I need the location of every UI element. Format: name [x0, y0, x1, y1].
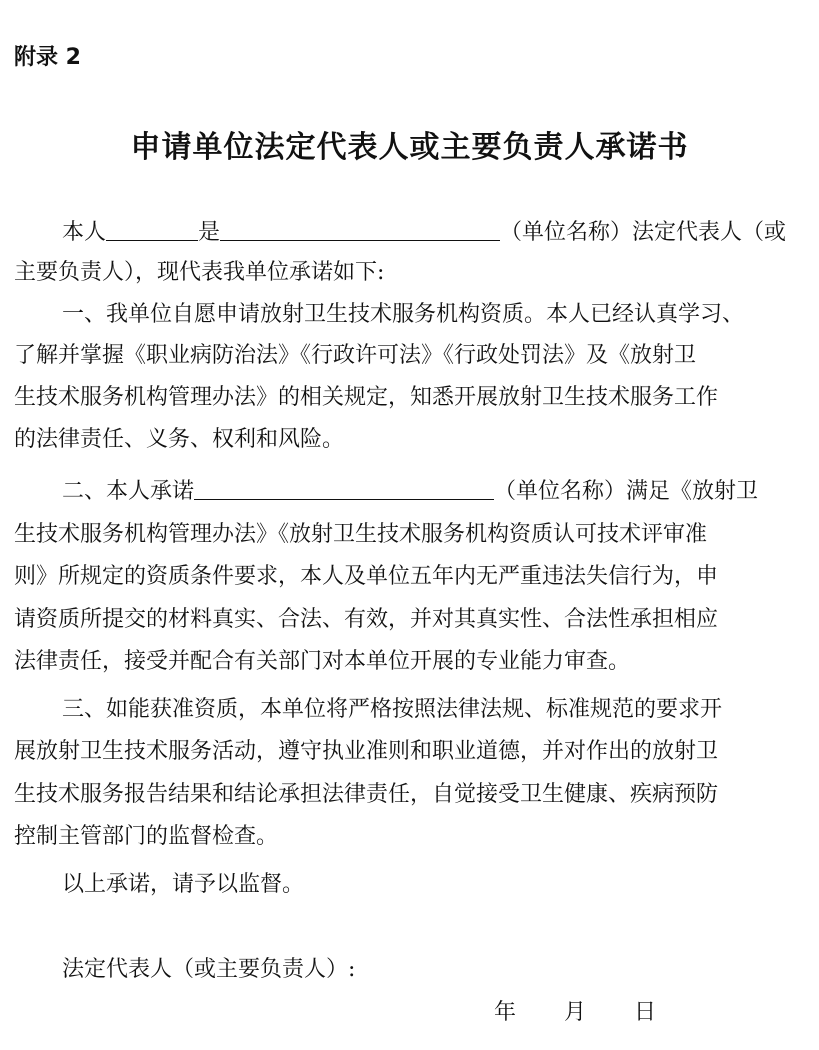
intro-text-a: 本人	[62, 220, 107, 245]
clause2-line-3: 则》所规定的资质条件要求，本人及单位五年内无严重违法失信行为，申	[14, 564, 719, 589]
clause3-line-1: 三、如能获准资质，本单位将严格按照法律法规、标准规范的要求开	[62, 697, 723, 722]
unit-name-blank-2[interactable]	[194, 477, 494, 500]
closing-statement: 以上承诺，请予以监督。	[62, 872, 305, 897]
clause2-line-2: 生技术服务机构管理办法》《放射卫生技术服务机构资质认可技术评审准	[14, 522, 708, 547]
clause2-text-b: （单位名称）满足《放射卫	[494, 479, 759, 504]
clause2-line-5: 法律责任，接受并配合有关部门对本单位开展的专业能力审查。	[14, 649, 631, 674]
date-day: 日	[634, 1000, 657, 1025]
date-year: 年	[494, 1000, 517, 1025]
clause3-line-3: 生技术服务报告结果和结论承担法律责任，自觉接受卫生健康、疾病预防	[14, 782, 719, 807]
clause1-line-2: 了解并掌握《职业病防治法》《行政许可法》《行政处罚法》及《放射卫	[14, 343, 697, 368]
date-line	[494, 998, 656, 1028]
intro-text-b: 是	[198, 220, 221, 245]
intro-line-2: 主要负责人），现代表我单位承诺如下:	[14, 260, 385, 285]
clause2-line-1	[62, 477, 758, 507]
clause2-text-a: 二、本人承诺	[62, 479, 195, 504]
intro-text-c: （单位名称）法定代表人（或	[500, 220, 787, 245]
signature-label: 法定代表人（或主要负责人）:	[62, 957, 356, 982]
clause1-line-4: 的法律责任、义务、权利和风险。	[14, 427, 345, 452]
clause3-line-2: 展放射卫生技术服务活动，遵守执业准则和职业道德，并对作出的放射卫	[14, 739, 719, 764]
clause3-line-4: 控制主管部门的监督检查。	[14, 824, 279, 849]
unit-name-blank[interactable]	[220, 218, 500, 241]
date-month: 月	[564, 1000, 587, 1025]
clause2-line-4: 请资质所提交的材料真实、合法、有效，并对其真实性、合法性承担相应	[14, 607, 719, 632]
clause1-line-3: 生技术服务机构管理办法》的相关规定，知悉开展放射卫生技术服务工作	[14, 385, 719, 410]
appendix-label: 附录 2	[14, 45, 81, 70]
name-blank[interactable]	[106, 218, 198, 241]
clause1-line-1: 一、我单位自愿申请放射卫生技术服务机构资质。本人已经认真学习、	[62, 302, 745, 327]
document-title: 申请单位法定代表人或主要负责人承诺书	[130, 130, 689, 165]
intro-line-1	[62, 218, 786, 248]
